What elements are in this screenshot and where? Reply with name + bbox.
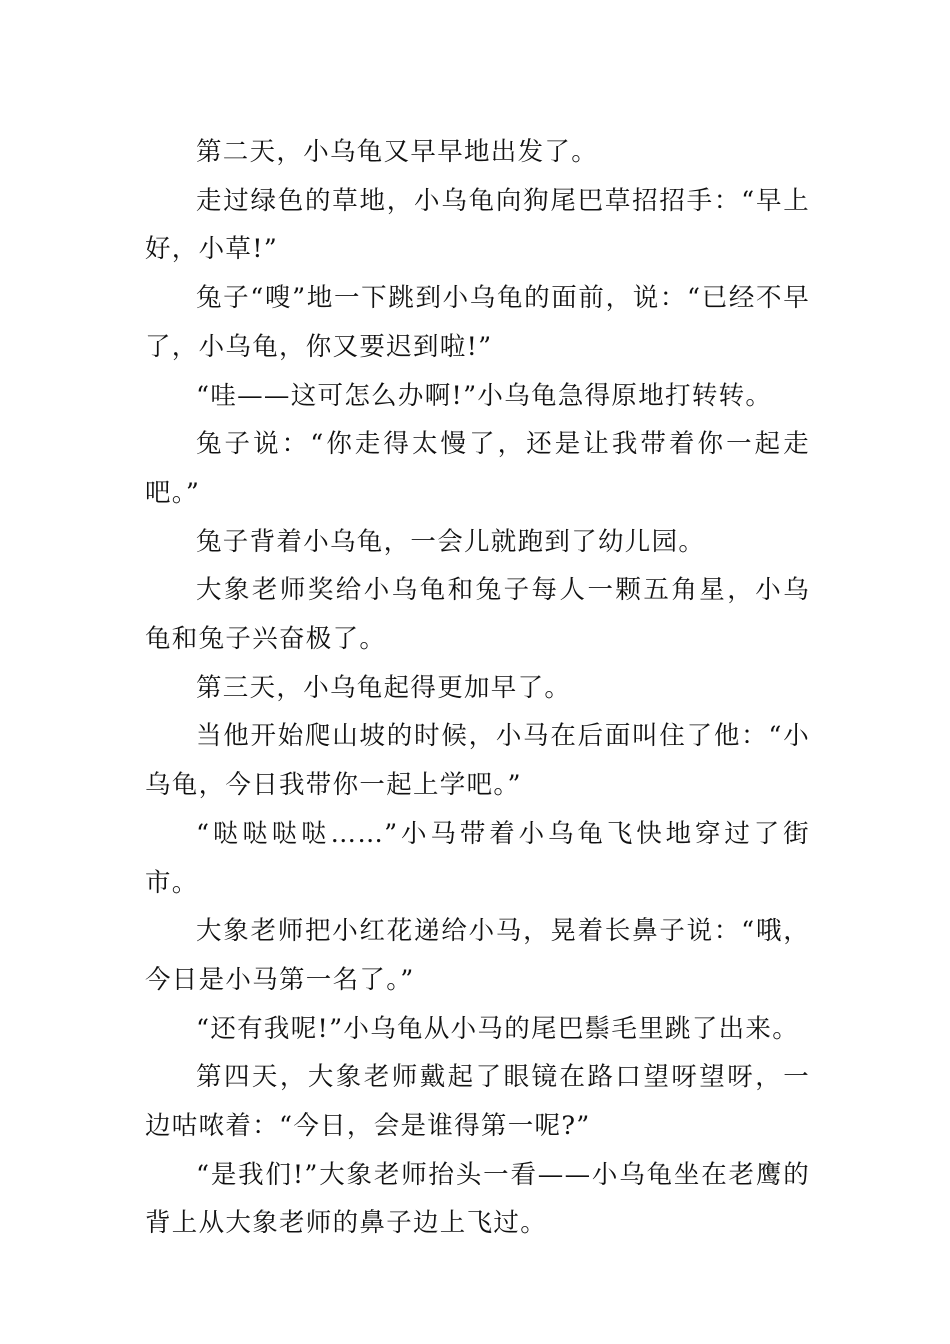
paragraph-14: “是我们!”大象老师抬头一看——小乌龟坐在老鹰的背上从大象老师的鼻子边上飞过。 <box>145 1159 810 1239</box>
paragraph-9: 当他开始爬山坡的时候，小马在后面叫住了他：“小乌龟，今日我带你一起上学吧。” <box>145 721 810 801</box>
paragraph-11: 大象老师把小红花递给小马，晃着长鼻子说：“哦，今日是小马第一名了。” <box>145 916 810 995</box>
paragraph-4: “哇——这可怎么办啊!”小乌龟急得原地打转转。 <box>196 380 773 411</box>
paragraph-12: “还有我呢!”小乌龟从小马的尾巴鬃毛里跳了出来。 <box>196 1013 800 1044</box>
paragraph-8: 第三天，小乌龟起得更加早了。 <box>196 672 572 703</box>
story-text <box>145 128 810 1248</box>
paragraph-3: 兔子“嗖”地一下跳到小乌龟的面前，说：“已经不早了，小乌龟，你又要迟到啦!” <box>145 283 810 362</box>
paragraph-2: 走过绿色的草地，小乌龟向狗尾巴草招招手：“早上好，小草!” <box>145 185 810 265</box>
paragraph-5: 兔子说：“你走得太慢了，还是让我带着你一起走吧。” <box>145 429 810 508</box>
paragraph-10: “哒哒哒哒……”小马带着小乌龟飞快地穿过了街市。 <box>145 818 810 898</box>
paragraph-6: 兔子背着小乌龟，一会儿就跑到了幼儿园。 <box>196 526 706 557</box>
paragraph-13: 第四天，大象老师戴起了眼镜在路口望呀望呀，一边咕哝着：“今日，会是谁得第一呢?” <box>145 1062 810 1142</box>
paragraph-1: 第二天，小乌龟又早早地出发了。 <box>196 137 599 167</box>
paragraph-7: 大象老师奖给小乌龟和兔子每人一颗五角星，小乌龟和兔子兴奋极了。 <box>145 575 810 655</box>
